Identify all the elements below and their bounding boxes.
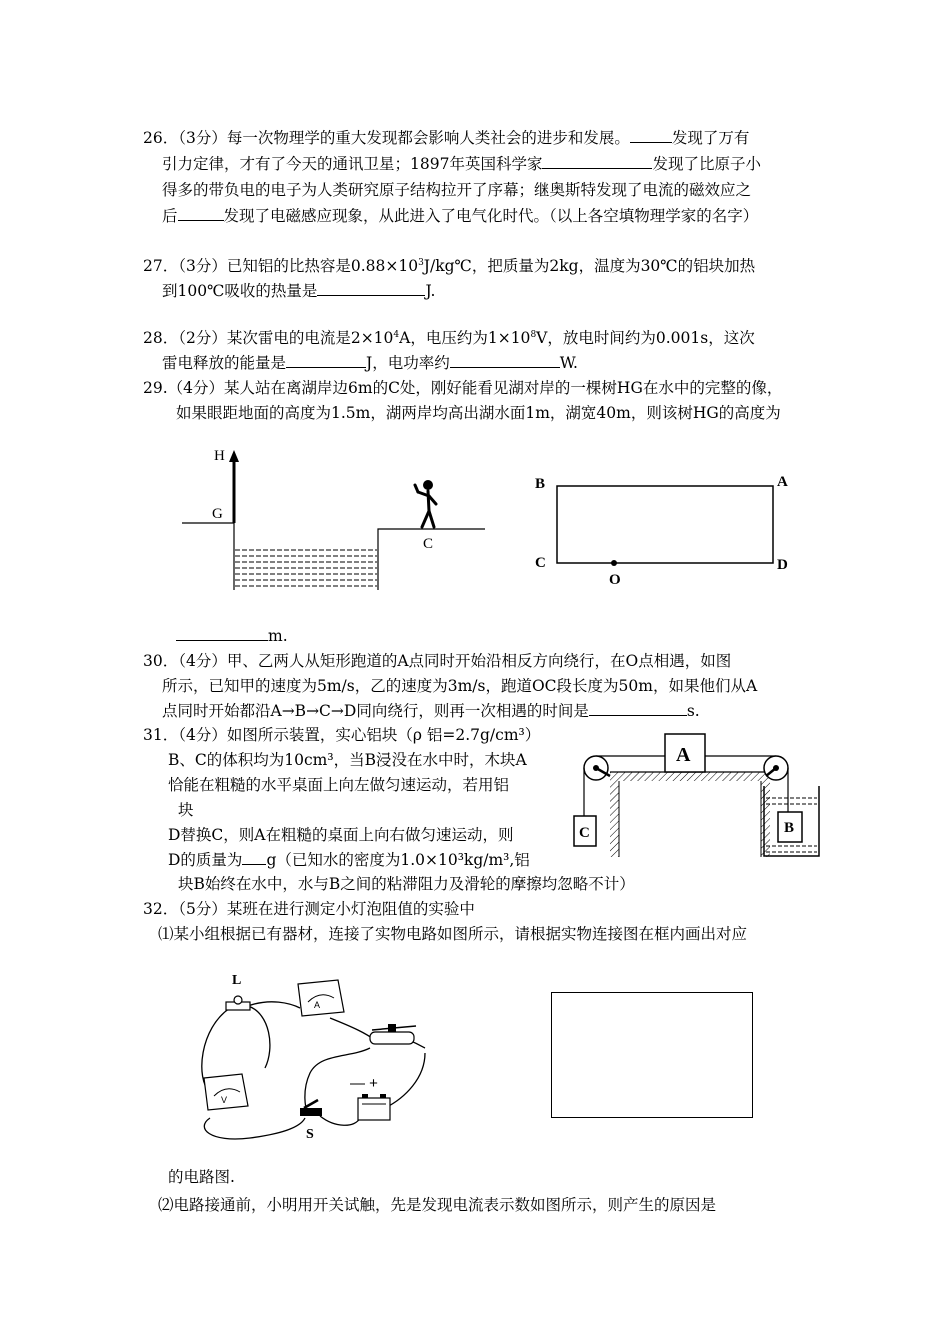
wires (202, 1002, 425, 1139)
arrow-up-icon (229, 450, 239, 462)
label-c: C (579, 825, 590, 841)
q31-line-5: D替换C，则A在粗糙的桌面上向右做匀速运动，则 (168, 826, 514, 844)
label-a: A (676, 744, 691, 766)
q26-line-3: 得多的带负电的电子为人类研究原子结构拉开了序幕；继奥斯特发现了电流的磁效应之 (162, 181, 752, 199)
answer-blank[interactable] (178, 206, 224, 221)
pulley-figure (570, 728, 832, 864)
answer-blank[interactable] (630, 128, 672, 143)
q26-line-2: 引力定律，才有了今天的通讯卫星；1897年英国科学家 发现了比原子小 (162, 155, 761, 173)
answer-blank[interactable] (176, 626, 268, 641)
voltmeter-label: V (221, 1095, 228, 1105)
q28-line-1: 28．（2分）某次雷电的电流是$2\times 10^4A$，电压约为$1\times 10^8V$，放电时间约为0.001s，这次 (143, 329, 755, 347)
battery-icon (358, 1094, 390, 1120)
pulley-left (584, 756, 610, 780)
q26-line-1: 26．（3分）每一次物理学的重大发现都会影响人类社会的进步和发展。 发现了万有 (143, 129, 750, 147)
track-figure (530, 470, 800, 590)
q30-line-2: 所示，已知甲的速度为5m/s，乙的速度为3m/s，跑道OC段长度为50m，如果他们从A (162, 677, 758, 695)
left-bank (182, 523, 234, 590)
label-c: C (535, 555, 546, 571)
q29-line-1: 29.（4分）某人站在离湖岸边6m的C处，刚好能看见湖对岸的一棵树HG在水中的完整的像， (143, 379, 783, 397)
label-l: L (232, 973, 242, 988)
label-d: D (777, 557, 788, 573)
table-leg-left (610, 781, 619, 857)
q31-line-1: 31．（4分）如图所示装置，实心铝块（ρ 铝=2.7g/cm³） (143, 726, 541, 744)
label-c: C (423, 536, 434, 552)
label-a: A (777, 474, 788, 490)
label-g: G (212, 506, 223, 522)
q32-line-4: ⑵电路接通前，小明用开关试触，先是发现电流表示数如图所示，则产生的原因是 (158, 1196, 717, 1214)
q30-line-1: 30．（4分）甲、乙两人从矩形跑道的A点同时开始沿相反方向绕行，在O点相遇，如图 (143, 652, 732, 670)
q27-line-2: 到100℃吸收的热量是 J. (162, 282, 436, 300)
voltmeter-icon (204, 1074, 248, 1110)
label-o: O (609, 572, 621, 588)
q28-line-2: 雷电释放的能量是 J，电功率约 W. (162, 354, 578, 372)
q31-line-4: 块 (178, 801, 194, 819)
q31-line-2: B、C的体积均为10cm³，当B浸没在水中时，木块A (168, 751, 527, 769)
ammeter-icon (298, 980, 344, 1016)
answer-blank[interactable] (542, 154, 652, 169)
q30-line-3: 点同时开始都沿A→B→C→D同向绕行，则再一次相遇的时间是 s. (162, 702, 700, 720)
q31-line-7: 块B始终在水中，水与B之间的粘滞阻力及滑轮的摩擦均忽略不计） (178, 875, 635, 893)
q32-line-2: ⑴某小组根据已有器材，连接了实物电路如图所示，请根据实物连接图在框内画出对应 (158, 925, 748, 943)
point-o (611, 560, 617, 566)
rheostat-icon (370, 1024, 416, 1044)
q32-line-3: 的电路图. (168, 1168, 235, 1186)
q29-line-3: m. (176, 626, 288, 646)
answer-blank[interactable] (242, 850, 266, 865)
answer-blank[interactable] (589, 701, 687, 716)
label-b: B (784, 820, 795, 836)
person-icon (415, 480, 436, 527)
lake-tree-figure (180, 440, 500, 600)
answer-blank[interactable] (450, 353, 560, 368)
answer-blank[interactable] (317, 281, 425, 296)
circuit-answer-box[interactable] (551, 992, 753, 1118)
label-h: H (214, 448, 225, 464)
q26-line-4: 后 发现了电磁感应现象，从此进入了电气化时代。（以上各空填物理学家的名字） (162, 207, 759, 225)
pulley-right (764, 756, 788, 780)
polarity-signs: — + (350, 1075, 378, 1092)
label-b: B (535, 476, 546, 492)
bulb-icon (226, 996, 250, 1010)
lake-water (235, 550, 377, 586)
answer-blank[interactable] (286, 353, 366, 368)
circuit-figure (190, 968, 440, 1148)
rect-track (557, 486, 773, 563)
switch-icon (300, 1100, 322, 1116)
q29-line-2: 如果眼距地面的高度为1.5m，湖两岸均高出湖水面1m，湖宽40m，则该树HG的高度为 (176, 404, 781, 422)
q31-line-3: 恰能在粗糙的水平桌面上向左做匀速运动，若用铝 (168, 776, 510, 794)
label-s: S (306, 1127, 314, 1142)
ammeter-label: A (314, 1000, 321, 1010)
q27-line-1: 27．（3分）已知铝的比热容是$0.88\times 10^3J/kg℃$，把质量为2kg，温度为30℃的铝块加热 (143, 257, 756, 275)
q31-line-6: D的质量为 g（已知水的密度为1.0×10³kg/m³,铝 (168, 851, 530, 869)
table-top (610, 772, 770, 781)
q32-line-1: 32．（5分）某班在进行测定小灯泡阻值的实验中 (143, 900, 475, 918)
